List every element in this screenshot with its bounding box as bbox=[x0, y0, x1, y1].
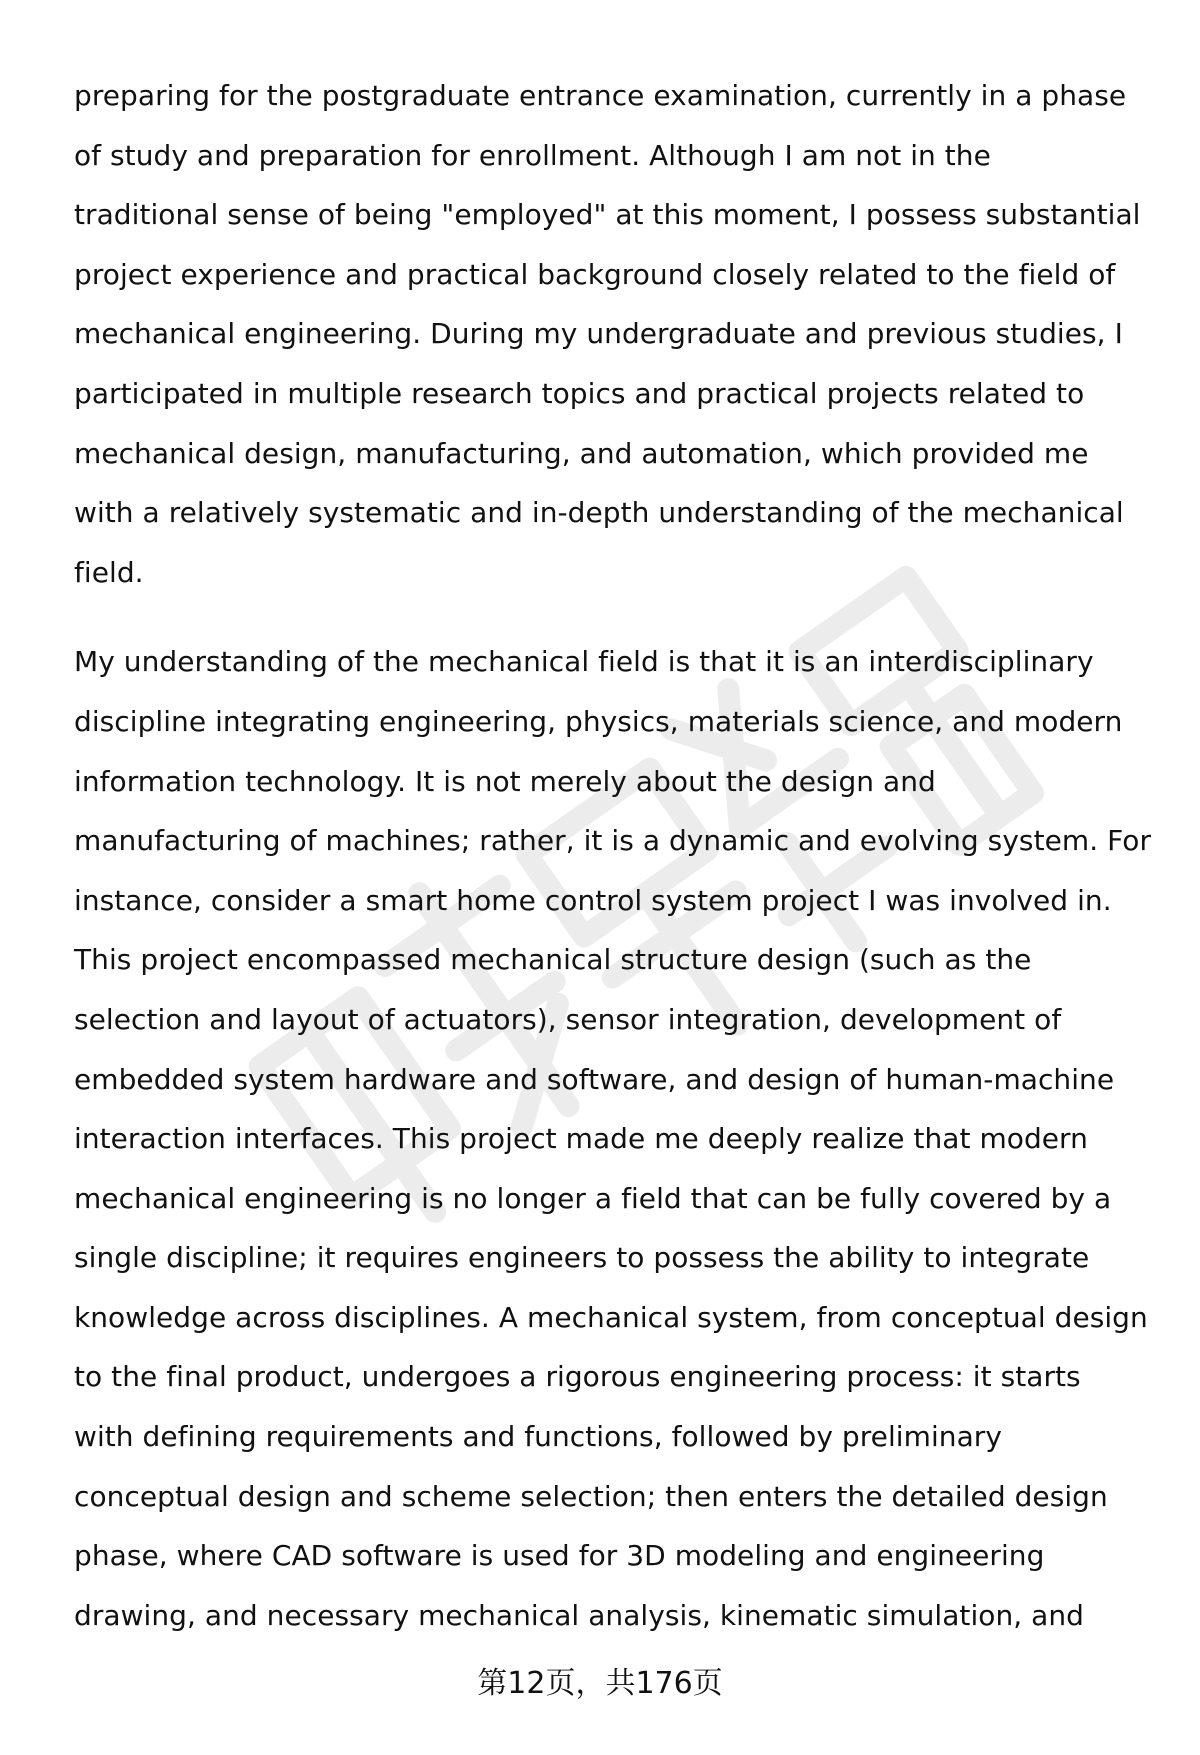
text-line: mechanical engineering. During my undergraduate and previous studies, I bbox=[74, 317, 1123, 351]
text-line: traditional sense of being "employed" at this moment, I possess substantial bbox=[74, 198, 1141, 232]
text-line: interaction interfaces. This project made me deeply realize that modern bbox=[74, 1122, 1088, 1156]
page-number-footer: 第12页，共176页 bbox=[477, 1666, 723, 1701]
text-line: drawing, and necessary mechanical analysis, kinematic simulation, and bbox=[74, 1598, 1084, 1632]
paragraph-2 bbox=[74, 632, 1164, 1645]
text-line: information technology. It is not merely about the design and bbox=[74, 764, 936, 798]
text-line: instance, consider a smart home control system project I was involved in. bbox=[74, 883, 1112, 917]
text-line: mechanical design, manufacturing, and automation, which provided me bbox=[74, 436, 1089, 470]
text-line: This project encompassed mechanical structure design (such as the bbox=[74, 943, 1032, 977]
text-line: field. bbox=[74, 555, 144, 589]
text-line: mechanical engineering is no longer a field that can be fully covered by a bbox=[74, 1181, 1112, 1215]
text-line: My understanding of the mechanical field is that it is an interdisciplinary bbox=[74, 645, 1094, 679]
text-line: with defining requirements and functions, followed by preliminary bbox=[74, 1420, 1002, 1454]
text-line: embedded system hardware and software, and design of human-machine bbox=[74, 1062, 1115, 1096]
text-line: participated in multiple research topics and practical projects related to bbox=[74, 376, 1085, 410]
text-line: to the final product, undergoes a rigorous engineering process: it starts bbox=[74, 1360, 1081, 1394]
text-line: discipline integrating engineering, physics, materials science, and modern bbox=[74, 704, 1123, 738]
text-line: selection and layout of actuators), sensor integration, development of bbox=[74, 1002, 1062, 1036]
text-line: preparing for the postgraduate entrance examination, currently in a phase bbox=[74, 79, 1127, 112]
text-line: manufacturing of machines; rather, it is a dynamic and evolving system. For bbox=[74, 824, 1152, 858]
text-line: of study and preparation for enrollment. Although I am not in the bbox=[74, 138, 991, 172]
text-line: single discipline; it requires engineers to possess the ability to integrate bbox=[74, 1241, 1090, 1275]
document-body bbox=[74, 66, 1164, 1645]
paragraph-1 bbox=[74, 66, 1164, 602]
text-line: project experience and practical background closely related to the field of bbox=[74, 257, 1116, 291]
text-line: conceptual design and scheme selection; then enters the detailed design bbox=[74, 1479, 1108, 1513]
text-line: phase, where CAD software is used for 3D modeling and engineering bbox=[74, 1539, 1045, 1573]
text-line: knowledge across disciplines. A mechanical system, from conceptual design bbox=[74, 1300, 1148, 1334]
text-line: with a relatively systematic and in-depth understanding of the mechanical bbox=[74, 496, 1124, 530]
